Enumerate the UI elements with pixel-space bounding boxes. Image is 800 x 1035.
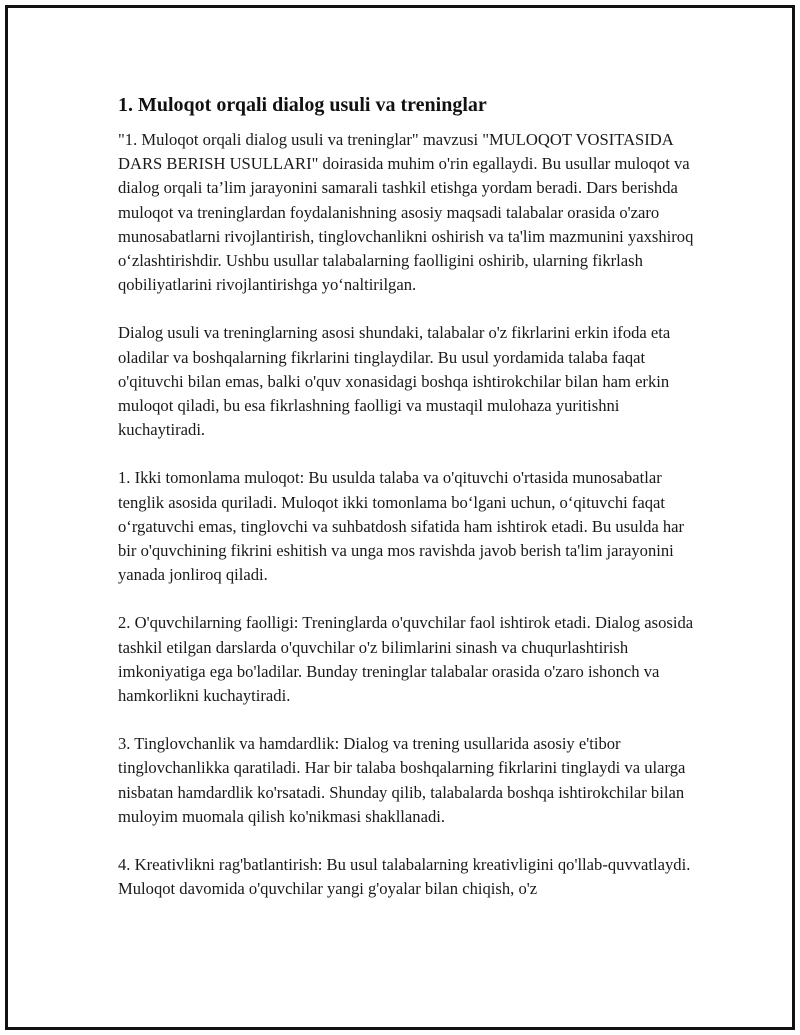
paragraph-creativity: 4. Kreativlikni rag'batlantirish: Bu usul talabalarning kreativligini qo'llab-quvvatlaydi. Muloqot davomida o'quvchilar yangi g'oyalar bilan chiqish, o'z [118, 855, 691, 899]
paragraph-two-way-communication: 1. Ikki tomonlama muloqot: Bu usulda talaba va o'qituvchi o'rtasida munosabatlar tenglik asosida quriladi. Muloqot ikki tomonlama bo‘lgani uchun, o‘qituvchi faqat o‘rgatuvchi emas, tinglovchi va suhbatdosh sifatida ham ishtirok etadi. Bu usulda har bir o'quvchining fikrini eshitish va unga mos ravishda javob berish ta'lim jarayonini yanada jonliroq qiladi. [118, 468, 685, 585]
paragraph-student-activity: 2. O'quvchilarning faolligi: Treninglarda o'quvchilar faol ishtirok etadi. Dialog asosida tashkil etilgan darslarda o'quvchilar o'z bilimlarini sinash va chuqurlashtirish imkoniyatiga ega bo'ladilar. Bunday treninglar talabalar orasida o'zaro ishonch va hamkorlikni kuchaytiradi. [118, 613, 694, 706]
document-body [118, 92, 698, 925]
paragraph-intro: "1. Muloqot orqali dialog usuli va treninglar" mavzusi "MULOQOT VOSITASIDA DARS BERISH USULLARI" doirasida muhim o'rin egallaydi. Bu usullar muloqot va dialog orqali ta’lim jarayonini samarali tashkil etishga yordam beradi. Dars berishda muloqot va treninglardan foydalanishning asosiy maqsadi talabalar orasida o'zaro munosabatlarni rivojlantirish, tinglovchanlikni oshirish va ta'lim mazmunini yaxshiroq o‘zlashtirishdir. Ushbu usullar talabalarning faolligini oshirib, ularning fikrlash qobiliyatlarini rivojlantirishga yo‘naltirilgan. [118, 130, 694, 295]
paragraph-dialog-basis: Dialog usuli va treninglarning asosi shundaki, talabalar o'z fikrlarini erkin ifoda eta oladilar va boshqalarning fikrlarini tinglaydilar. Bu usul yordamida talaba faqat o'qituvchi bilan emas, balki o'quv xonasidagi boshqa ishtirokchilar bilan ham erkin muloqot qiladi, bu esa fikrlashning faolligi va mustaqil mulohaza yuritishni kuchaytiradi. [118, 323, 671, 440]
document-title: 1. Muloqot orqali dialog usuli va treninglar [118, 94, 487, 116]
paragraph-listening-empathy: 3. Tinglovchanlik va hamdardlik: Dialog va trening usullarida asosiy e'tibor tinglovchanlikka qaratiladi. Har bir talaba boshqalarning fikrlarini tinglaydi va ularga nisbatan hamdardlik ko'rsatadi. Shunday qilib, talabalarda boshqa ishtirokchilar bilan muloyim muomala qilish ko'nikmasi shakllanadi. [118, 734, 686, 826]
